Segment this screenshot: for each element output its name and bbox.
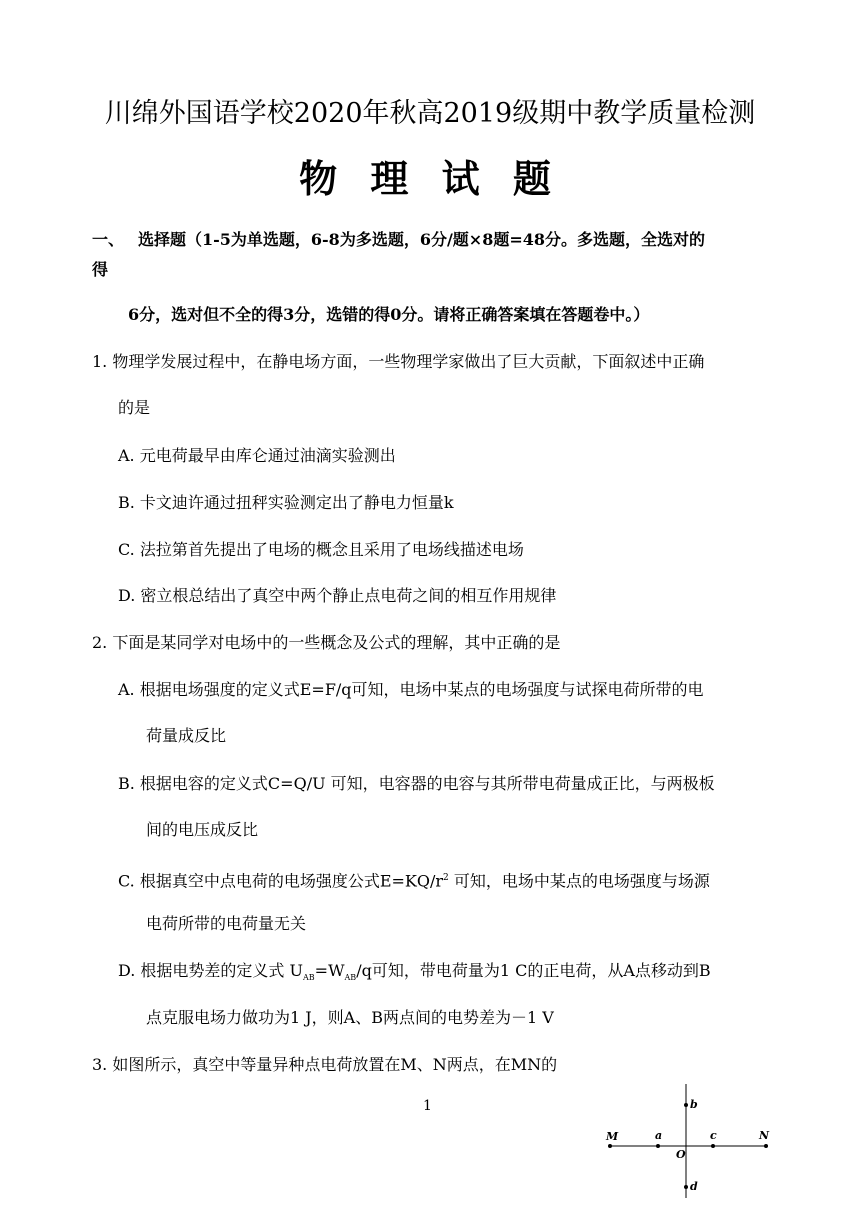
q2-option-d-line2: 点克服电场力做功为1 J，则A、B两点间的电势差为－1 V xyxy=(146,1008,554,1027)
section-number: 一、 xyxy=(92,230,125,249)
charge-diagram xyxy=(600,1080,785,1200)
label-o: O xyxy=(676,1148,686,1161)
section-instructions-line1b: 得 xyxy=(92,260,109,279)
section-instructions-line2: 6分，选对但不全的得3分，选错的得0分。请将正确答案填在答题卷中。） xyxy=(128,305,650,324)
exam-header-title: 川绵外国语学校2020年秋高2019级期中教学质量检测 xyxy=(104,98,756,129)
exam-subject-title: 物 理 试 题 xyxy=(299,156,561,201)
label-n: N xyxy=(759,1129,770,1142)
label-b: b xyxy=(690,1098,698,1111)
point-c xyxy=(711,1144,715,1148)
point-a xyxy=(656,1144,660,1148)
point-n xyxy=(764,1144,768,1148)
q2-option-b-line2: 间的电压成反比 xyxy=(146,820,259,839)
section-instructions-line1: 选择题（1-5为单选题，6-8为多选题，6分/题×8题=48分。多选题，全选对的 xyxy=(138,230,706,249)
q1-option-c: C. 法拉第首先提出了电场的概念且采用了电场线描述电场 xyxy=(118,540,524,559)
label-d: d xyxy=(690,1180,698,1193)
label-a: a xyxy=(655,1129,663,1142)
point-d xyxy=(684,1185,688,1189)
page-number: 1 xyxy=(423,1098,432,1114)
q1-stem-line2: 的是 xyxy=(118,398,151,417)
q2-option-b-line1: B. 根据电容的定义式C=Q/U 可知，电容器的电容与其所带电荷量成正比，与两极板 xyxy=(118,774,715,793)
label-m: M xyxy=(606,1130,619,1143)
point-m xyxy=(608,1144,612,1148)
q2-option-a-line1: A. 根据电场强度的定义式E=F/q可知，电场中某点的电场强度与试探电荷所带的电 xyxy=(118,680,704,699)
q2-stem: 2. 下面是某同学对电场中的一些概念及公式的理解，其中正确的是 xyxy=(92,633,561,652)
q1-option-b: B. 卡文迪许通过扭秤实验测定出了静电力恒量k xyxy=(118,493,454,512)
q1-stem-line1: 1. 物理学发展过程中，在静电场方面，一些物理学家做出了巨大贡献，下面叙述中正确 xyxy=(92,352,705,371)
q2-option-a-line2: 荷量成反比 xyxy=(146,726,227,745)
q1-option-d: D. 密立根总结出了真空中两个静止点电荷之间的相互作用规律 xyxy=(118,586,557,605)
q2-option-c-line2: 电荷所带的电荷量无关 xyxy=(146,914,307,933)
label-c: c xyxy=(710,1129,717,1142)
q1-option-a: A. 元电荷最早由库仑通过油滴实验测出 xyxy=(118,446,396,465)
point-b xyxy=(684,1103,688,1107)
q2-option-d-line1: D. 根据电势差的定义式 $U_{AB}=W_{AB}/q$可知，带电荷量为1 C的正电荷，从A点移动到B xyxy=(118,961,711,983)
q3-stem: 3. 如图所示，真空中等量异种点电荷放置在M、N两点，在MN的 xyxy=(92,1055,558,1074)
q2-option-c-line1: C. 根据真空中点电荷的电场强度公式$E=KQ/r^2$ 可知，电场中某点的电场强度与场源 xyxy=(118,871,710,891)
